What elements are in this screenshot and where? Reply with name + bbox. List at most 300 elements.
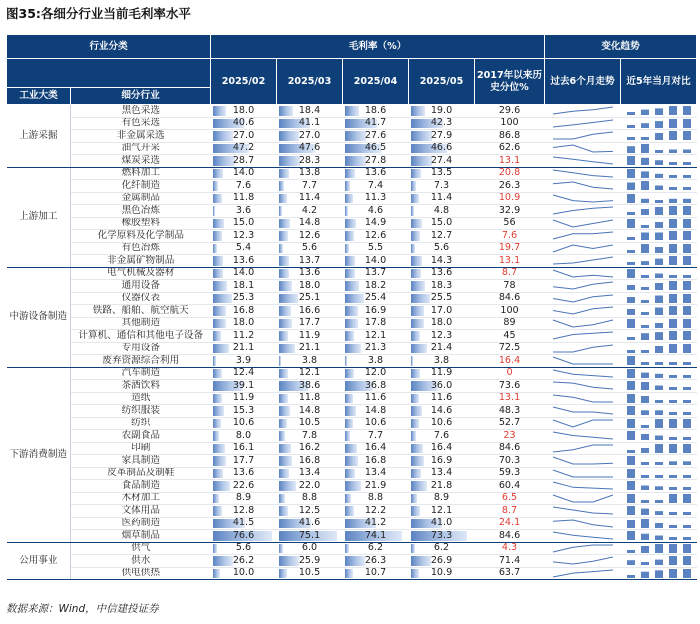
compare-5y-cell [621, 467, 697, 480]
mini-bar [683, 199, 691, 203]
sparkline [545, 305, 621, 316]
margin-value: 13.6 [298, 267, 321, 279]
trend-6m-cell [545, 230, 621, 243]
mini-bar [641, 171, 649, 178]
mini-bar-chart [621, 568, 697, 579]
sub-industry: 金属制品 [71, 192, 211, 205]
margin-bar [411, 256, 422, 266]
margin-bar [279, 219, 290, 229]
table-row [7, 417, 697, 430]
margin-cell [409, 517, 475, 530]
header-blank [7, 59, 211, 88]
margin-cell [277, 242, 343, 255]
margin-cell [343, 467, 409, 480]
margin-bar [345, 456, 358, 466]
mini-bar [641, 571, 649, 577]
mini-bar [641, 372, 649, 377]
mini-bar [683, 106, 691, 115]
compare-5y-cell [621, 230, 697, 243]
margin-value: 5.4 [235, 242, 252, 254]
margin-cell [409, 542, 475, 555]
mini-bar [669, 475, 677, 478]
sub-industry: 家具制造 [71, 455, 211, 468]
percentile-value: 59.3 [475, 467, 545, 480]
percentile-value: 86.8 [475, 130, 545, 143]
mini-bar [627, 237, 635, 240]
sparkline [545, 130, 621, 141]
margin-cell [277, 280, 343, 293]
sparkline [545, 543, 621, 554]
table-row [7, 367, 697, 380]
mini-bar [669, 106, 677, 115]
margin-value: 16.6 [298, 304, 321, 316]
mini-bar [627, 419, 635, 428]
margin-cell [343, 355, 409, 368]
margin-value: 10.6 [232, 417, 255, 429]
trend-6m-cell [545, 405, 621, 418]
margin-value: 73.3 [430, 529, 453, 541]
mini-bar [655, 475, 663, 478]
mini-bar-chart [621, 418, 697, 429]
mini-bar [641, 181, 649, 190]
percentile-value: 8.7 [475, 505, 545, 518]
mini-bar [669, 525, 677, 528]
mini-bar-chart [621, 505, 697, 516]
margin-bar [279, 156, 301, 166]
margin-bar [279, 169, 290, 179]
margin-value: 11.3 [364, 192, 387, 204]
margin-cell [409, 467, 475, 480]
table-row [7, 167, 697, 180]
margin-value: 8.9 [433, 492, 450, 504]
margin-bar [345, 156, 367, 166]
mini-bar-chart [621, 493, 697, 504]
mini-bar [655, 374, 663, 378]
sparkline [545, 155, 621, 166]
table-row [7, 480, 697, 493]
margin-value: 7.8 [301, 429, 318, 441]
margin-cell [277, 392, 343, 405]
mini-bar [683, 319, 691, 328]
margin-value: 74.1 [364, 529, 387, 541]
data-source: 数据来源：Wind，中信建投证券 [6, 603, 159, 615]
margin-bar [345, 294, 365, 304]
table-row [7, 105, 697, 118]
sub-industry: 通用设备 [71, 280, 211, 293]
mini-bar [627, 356, 635, 365]
margin-value: 16.1 [232, 442, 255, 454]
margin-cell [211, 505, 277, 518]
mini-bar [641, 534, 649, 540]
mini-bar-chart [621, 480, 697, 491]
mini-bar [641, 110, 649, 115]
margin-bar [411, 469, 421, 479]
header-gross-margin: 毛利率（%） [211, 35, 545, 59]
mini-bar-chart [621, 530, 697, 541]
margin-value: 21.3 [364, 342, 387, 354]
percentile-value: 23 [475, 430, 545, 443]
margin-bar [345, 544, 350, 554]
percentile-value: 73.6 [475, 380, 545, 393]
margin-bar [345, 394, 354, 404]
mini-bar [669, 569, 677, 578]
compare-5y-cell [621, 192, 697, 205]
table-row [7, 355, 697, 368]
header-trend-6m: 过去6个月走势 [545, 59, 621, 105]
mini-bar [627, 137, 635, 140]
sub-industry: 供气 [71, 542, 211, 555]
mini-bar [655, 247, 663, 253]
sparkline-path [553, 495, 613, 502]
mini-bar [627, 450, 635, 453]
sub-industry: 燃料加工 [71, 167, 211, 180]
mini-bar-chart [621, 543, 697, 554]
sparkline-path [553, 570, 613, 577]
mini-bar [641, 261, 649, 265]
compare-5y-cell [621, 442, 697, 455]
margin-value: 19.0 [430, 104, 453, 116]
percentile-value: 56 [475, 217, 545, 230]
percentile-value: 100 [475, 117, 545, 130]
mini-bar [655, 400, 663, 403]
margin-cell [409, 167, 475, 180]
sparkline [545, 418, 621, 429]
mini-bar-chart [621, 280, 697, 291]
sub-industry: 铁路、船舶、航空航天 [71, 305, 211, 318]
sub-industry: 木材加工 [71, 492, 211, 505]
margin-cell [409, 342, 475, 355]
margin-value: 27.0 [298, 129, 321, 141]
sparkline [545, 193, 621, 204]
table-row [7, 492, 697, 505]
margin-cell [277, 105, 343, 118]
margin-bar [411, 219, 423, 229]
mini-bar [627, 212, 635, 215]
mini-bar [669, 244, 677, 253]
margin-value: 14.3 [430, 254, 453, 266]
table-row [7, 342, 697, 355]
percentile-value: 20.8 [475, 167, 545, 180]
mini-bar [655, 207, 663, 215]
margin-cell [343, 155, 409, 168]
trend-6m-cell [545, 442, 621, 455]
compare-5y-cell [621, 280, 697, 293]
sparkline-path [553, 157, 613, 164]
mini-bar [683, 387, 691, 390]
margin-cell [211, 542, 277, 555]
margin-value: 11.9 [298, 329, 321, 341]
margin-bar [213, 431, 219, 441]
compare-5y-cell [621, 455, 697, 468]
margin-value: 11.9 [232, 392, 255, 404]
mini-bar [641, 475, 649, 478]
sparkline-path [553, 520, 613, 527]
mini-bar [655, 160, 663, 165]
margin-value: 28.7 [232, 154, 255, 166]
margin-value: 25.9 [298, 554, 321, 566]
trend-6m-cell [545, 142, 621, 155]
margin-cell [277, 442, 343, 455]
margin-value: 41.6 [298, 517, 321, 529]
mini-bar-chart [621, 243, 697, 254]
margin-bar [279, 544, 284, 554]
mini-bar [627, 262, 635, 265]
margin-value: 12.0 [364, 367, 387, 379]
sparkline [545, 293, 621, 304]
margin-value: 13.8 [298, 167, 321, 179]
margin-value: 17.7 [232, 454, 255, 466]
mini-bar [655, 222, 663, 228]
margin-value: 47.2 [232, 142, 255, 154]
margin-value: 11.6 [430, 392, 453, 404]
percentile-value: 0 [475, 367, 545, 380]
margin-cell [211, 430, 277, 443]
margin-value: 26.3 [364, 554, 387, 566]
margin-bar [345, 269, 356, 279]
margin-bar [411, 244, 415, 254]
margin-cell [211, 142, 277, 155]
margin-bar [213, 469, 224, 479]
sparkline-path [553, 232, 613, 239]
margin-cell [343, 280, 409, 293]
margin-bar [411, 406, 422, 416]
margin-bar [213, 556, 233, 566]
margin-value: 42.3 [430, 117, 453, 129]
mini-bar-chart [621, 168, 697, 179]
mini-bar [683, 256, 691, 265]
trend-6m-cell [545, 217, 621, 230]
sparkline [545, 205, 621, 216]
margin-value: 18.4 [298, 104, 321, 116]
margin-value: 13.4 [364, 467, 387, 479]
margin-cell [343, 130, 409, 143]
margin-cell [277, 130, 343, 143]
header-industry-class: 行业分类 [7, 35, 211, 59]
margin-value: 6.0 [301, 542, 318, 554]
table-row [7, 205, 697, 218]
margin-cell [343, 442, 409, 455]
mini-bar [669, 387, 677, 390]
margin-bar [411, 306, 424, 316]
mini-bar [669, 331, 677, 340]
margin-cell [409, 267, 475, 280]
sparkline [545, 468, 621, 479]
trend-6m-cell [545, 480, 621, 493]
mini-bar [627, 520, 635, 528]
margin-cell [277, 342, 343, 355]
margin-value: 4.2 [301, 204, 318, 216]
margin-cell [343, 167, 409, 180]
margin-cell [211, 292, 277, 305]
sparkline [545, 430, 621, 441]
major-category: 上游采掘 [7, 105, 71, 168]
margin-value: 14.0 [232, 267, 255, 279]
percentile-value: 84.6 [475, 530, 545, 543]
margin-value: 27.6 [364, 129, 387, 141]
compare-5y-cell [621, 130, 697, 143]
margin-cell [277, 405, 343, 418]
percentile-value: 19.7 [475, 242, 545, 255]
margin-value: 27.8 [364, 154, 387, 166]
margin-cell [277, 455, 343, 468]
trend-6m-cell [545, 392, 621, 405]
sparkline [545, 518, 621, 529]
margin-bar [213, 206, 216, 216]
margin-bar [213, 356, 216, 366]
margin-cell [211, 367, 277, 380]
margin-cell [409, 455, 475, 468]
margin-cell [343, 505, 409, 518]
margin-value: 17.7 [298, 317, 321, 329]
sub-industry: 供电供热 [71, 567, 211, 580]
percentile-value: 100 [475, 305, 545, 318]
mini-bar [655, 462, 663, 465]
margin-bar [345, 306, 358, 316]
margin-value: 12.1 [298, 367, 321, 379]
margin-cell [409, 317, 475, 330]
mini-bar [683, 131, 691, 140]
compare-5y-cell [621, 355, 697, 368]
compare-5y-cell [621, 430, 697, 443]
compare-5y-cell [621, 267, 697, 280]
margin-value: 13.6 [364, 167, 387, 179]
mini-bar [655, 233, 663, 241]
sparkline [545, 168, 621, 179]
sub-industry: 仪器仪表 [71, 292, 211, 305]
margin-cell [277, 492, 343, 505]
margin-value: 16.9 [430, 454, 453, 466]
mini-bar [641, 462, 649, 465]
mini-bar [641, 350, 649, 353]
margin-cell [277, 142, 343, 155]
sub-industry: 计算机、通信和其他电子设备 [71, 330, 211, 343]
margin-value: 13.7 [298, 254, 321, 266]
mini-bar [655, 544, 663, 553]
compare-5y-cell [621, 255, 697, 268]
margin-cell [409, 117, 475, 130]
mini-bar [669, 119, 677, 128]
margin-bar [411, 419, 419, 429]
margin-cell [277, 467, 343, 480]
margin-bar [345, 106, 359, 116]
margin-value: 13.6 [232, 467, 255, 479]
margin-value: 12.2 [364, 504, 387, 516]
margin-value: 25.5 [430, 292, 453, 304]
sparkline [545, 143, 621, 154]
sub-industry: 非金属采选 [71, 130, 211, 143]
margin-bar [213, 406, 225, 416]
margin-bar [279, 306, 292, 316]
sparkline-path [553, 107, 613, 114]
compare-5y-cell [621, 317, 697, 330]
table-row [7, 392, 697, 405]
table-row [7, 155, 697, 168]
mini-bar [655, 500, 663, 503]
margin-bar [279, 256, 290, 266]
margin-cell [211, 155, 277, 168]
compare-5y-cell [621, 180, 697, 193]
margin-bar [279, 406, 290, 416]
mini-bar [641, 158, 649, 165]
margin-bar [345, 431, 351, 441]
mini-bar [655, 323, 663, 328]
margin-value: 13.5 [430, 167, 453, 179]
margin-cell [409, 555, 475, 568]
sparkline [545, 105, 621, 116]
margin-bar [213, 444, 225, 454]
margin-bar [411, 481, 428, 491]
trend-6m-cell [545, 467, 621, 480]
sparkline [545, 318, 621, 329]
margin-value: 5.6 [433, 242, 450, 254]
mini-bar [669, 375, 677, 378]
margin-cell [409, 417, 475, 430]
mini-bar [669, 275, 677, 278]
sparkline-path [553, 382, 613, 389]
margin-value: 16.9 [364, 304, 387, 316]
mini-bar [627, 506, 635, 515]
mini-bar-chart [621, 430, 697, 441]
margin-value: 11.4 [298, 192, 321, 204]
margin-bar [411, 456, 424, 466]
margin-bar [279, 506, 289, 516]
sparkline [545, 255, 621, 266]
margin-bar [411, 444, 424, 454]
mini-bar-chart [621, 193, 697, 204]
margin-bar [213, 256, 224, 266]
margin-value: 27.9 [430, 129, 453, 141]
margin-value: 11.6 [364, 392, 387, 404]
compare-5y-cell [621, 105, 697, 118]
margin-cell [211, 492, 277, 505]
margin-cell [211, 105, 277, 118]
mini-bar [669, 219, 677, 228]
sparkline-path [553, 320, 613, 327]
sparkline [545, 505, 621, 516]
margin-bar [279, 419, 287, 429]
margin-bar [213, 394, 222, 404]
margin-value: 13.4 [430, 467, 453, 479]
sub-industry: 非金属矿物制品 [71, 255, 211, 268]
margin-bar [279, 206, 282, 216]
mini-bar [627, 319, 635, 328]
mini-bar [627, 285, 635, 290]
margin-cell [409, 492, 475, 505]
sparkline-path [553, 507, 613, 514]
compare-5y-cell [621, 242, 697, 255]
mini-bar [641, 411, 649, 416]
compare-5y-cell [621, 305, 697, 318]
compare-5y-cell [621, 205, 697, 218]
margin-bar [411, 344, 428, 354]
margin-value: 13.4 [298, 467, 321, 479]
margin-bar [411, 331, 421, 341]
margin-bar [345, 256, 356, 266]
margin-value: 10.5 [298, 417, 321, 429]
margin-value: 18.0 [232, 317, 255, 329]
margin-bar [213, 306, 226, 316]
margin-value: 12.5 [298, 504, 321, 516]
margin-value: 15.0 [430, 217, 453, 229]
table-row [7, 317, 697, 330]
margin-bar [279, 106, 293, 116]
margin-value: 16.8 [232, 304, 255, 316]
mini-bar [627, 575, 635, 578]
sparkline [545, 180, 621, 191]
margin-cell [277, 167, 343, 180]
compare-5y-cell [621, 217, 697, 230]
margin-cell [409, 280, 475, 293]
